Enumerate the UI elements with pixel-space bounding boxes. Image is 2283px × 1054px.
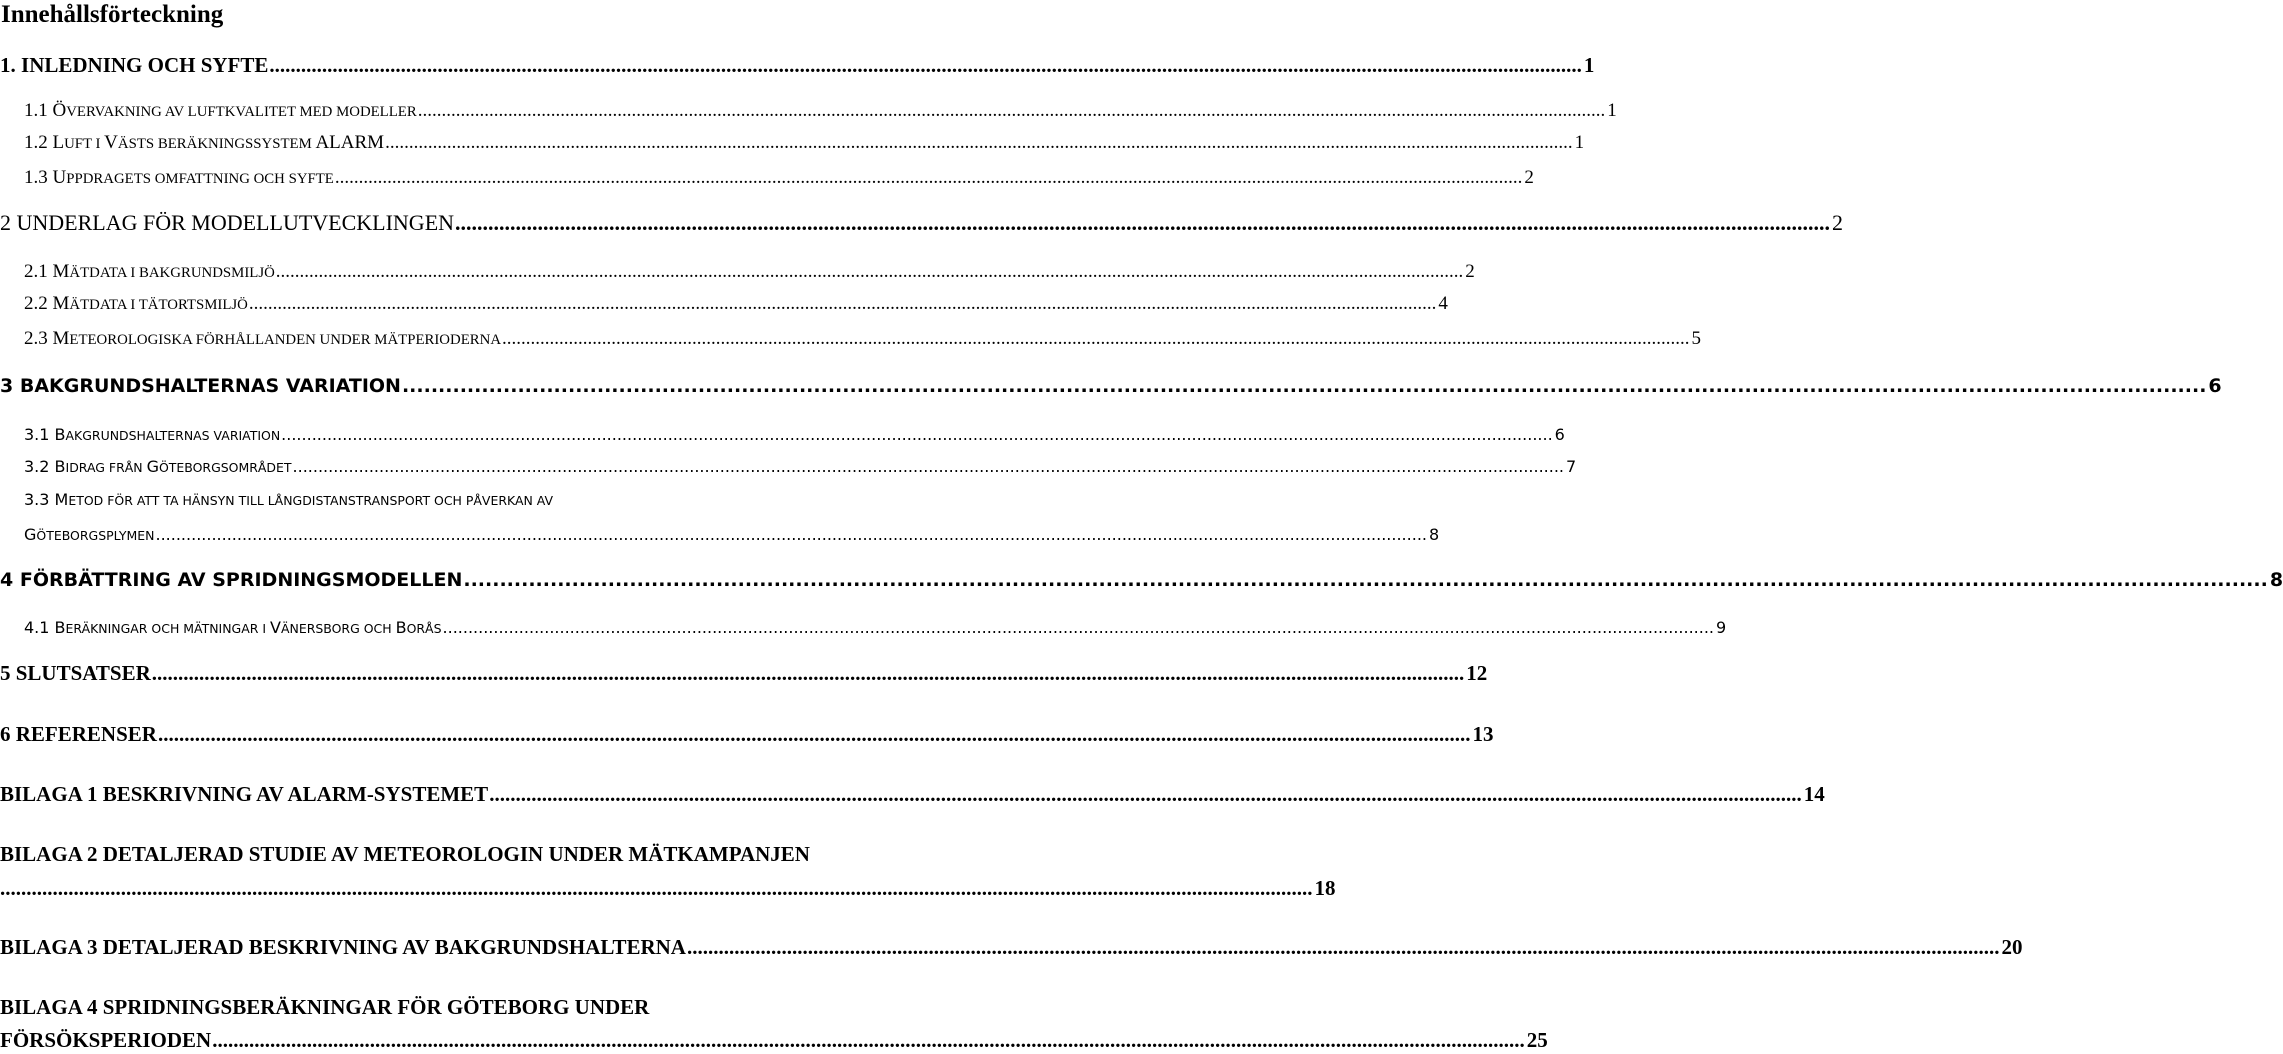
toc-entry-label: 4.1 BERÄKNINGAR OCH MÄTNINGAR I VÄNERSBORG OCH BORÅS [24,618,442,637]
toc-entry[interactable] [24,616,1727,641]
toc-entry-continuation[interactable] [0,1027,1548,1053]
toc-entry-label: BILAGA 1 BESKRIVNING AV ALARM-SYSTEMET [0,782,489,806]
toc-entry-label: 1.2 LUFT I VÄSTS BERÄKNINGSSYSTEM ALARM [24,132,385,153]
toc-entry[interactable] [0,660,1488,686]
toc-entry[interactable] [24,99,1617,124]
dot-leader: .......................................................................................................................................................................................................................................................... [212,1028,1525,1052]
toc-entry-label: 1.1 ÖVERVAKNING AV LUFTKVALITET MED MODELLER [24,100,417,121]
toc-page-number: 1 [1607,100,1617,121]
page-title: Innehållsförteckning [1,1,224,28]
toc-entry-label: 2.3 METEOROLOGISKA FÖRHÅLLANDEN UNDER MÄTPERIODERNA [24,328,502,349]
toc-entry-label: BILAGA 2 DETALJERAD STUDIE AV METEOROLOGIN UNDER MÄTKAMPANJEN [0,842,810,866]
toc-entry-label: 2.1 MÄTDATA I BAKGRUNDSMILJÖ [24,261,275,282]
toc-page-number: 8 [1428,525,1440,544]
toc-page-number: 5 [1691,328,1702,349]
toc-entry[interactable] [24,423,1565,448]
toc-entry[interactable] [0,781,1825,807]
toc-page-number: 2 [1465,261,1475,282]
dot-leader: .......................................................................................................................................................................................................................................................... [442,618,1714,637]
toc-entry[interactable] [0,567,2283,593]
toc-page-number: 8 [2269,569,2283,591]
dot-leader: .......................................................................................................................................................................................................................................................... [455,210,1831,235]
toc-page-number: 12 [1466,661,1488,685]
dot-leader: .......................................................................................................................................................................................................................................................... [417,100,1606,121]
toc-page-number: 2 [1832,210,1844,235]
dot-leader: .......................................................................................................................................................................................................................................................... [686,935,2000,959]
toc-entry-label: 3.1 BAKGRUNDSHALTERNAS VARIATION [24,425,281,444]
toc-page-number: 2 [1524,167,1534,188]
dot-leader: .......................................................................................................................................................................................................................................................... [502,328,1690,349]
toc-entry-continuation[interactable] [0,875,1336,901]
toc-entry-label: BILAGA 3 DETALJERAD BESKRIVNING AV BAKGRUNDSHALTERNA [0,935,686,959]
dot-leader: .......................................................................................................................................................................................................................................................... [157,722,1471,746]
toc-entry-label: BILAGA 4 SPRIDNINGSBERÄKNINGAR FÖR GÖTEBORG UNDER [0,995,650,1019]
toc-entry-label: 1.3 UPPDRAGETS OMFATTNING OCH SYFTE [24,167,334,188]
dot-leader: .......................................................................................................................................................................................................................................................... [248,293,1437,314]
toc-page-number: 1 [1583,53,1595,77]
toc-entry-label: FÖRSÖKSPERIODEN [0,1028,212,1052]
toc-entry[interactable] [24,131,1585,156]
toc-page-number: 25 [1526,1028,1548,1052]
dot-leader: .......................................................................................................................................................................................................................................................... [281,425,1553,444]
toc-entry-label: GÖTEBORGSPLYMEN [24,525,155,544]
toc-entry-label: 2 UNDERLAG FÖR MODELLUTVECKLINGEN [0,210,455,235]
dot-leader: .......................................................................................................................................................................................................................................................... [155,525,1427,544]
dot-leader: .......................................................................................................................................................................................................................................................... [334,167,1523,188]
toc-page-number: 7 [1566,457,1577,476]
toc-page-number: 20 [2001,935,2023,959]
toc-entry-label: 5 SLUTSATSER [0,661,151,685]
toc-page-number: 4 [1438,293,1448,314]
toc-page-number: 9 [1716,618,1727,637]
toc-entry[interactable] [24,260,1475,285]
toc-entry[interactable] [24,166,1534,191]
toc-page-number: 18 [1314,876,1336,900]
toc-entry-label: 3 BAKGRUNDSHALTERNAS VARIATION [0,375,401,397]
toc-entry[interactable] [24,455,1577,480]
toc-entry[interactable] [24,488,984,513]
toc-entry[interactable] [0,721,1494,747]
toc-entry[interactable] [0,52,1595,78]
toc-entry-label: 6 REFERENSER [0,722,157,746]
toc-entry[interactable] [24,292,1448,317]
toc-entry[interactable] [24,327,1702,352]
dot-leader: .......................................................................................................................................................................................................................................................... [463,569,2268,591]
toc-entry[interactable] [0,994,960,1020]
dot-leader: .......................................................................................................................................................................................................................................................... [151,661,1465,685]
toc-page-number: 6 [1554,425,1565,444]
dot-leader: .......................................................................................................................................................................................................................................................... [269,53,1582,77]
dot-leader: .......................................................................................................................................................................................................................................................... [385,132,1573,153]
toc-entry[interactable] [0,373,2222,399]
toc-entry[interactable] [0,841,960,867]
toc-entry-label: 3.3 METOD FÖR ATT TA HÄNSYN TILL LÅNGDISTANSTRANSPORT OCH PÅVERKAN AV [24,490,554,509]
dot-leader: .......................................................................................................................................................................................................................................................... [275,261,1464,282]
toc-page-number: 14 [1803,782,1825,806]
dot-leader: .......................................................................................................................................................................................................................................................... [0,876,1313,900]
toc-entry-continuation[interactable] [24,523,1440,548]
toc-page-number: 13 [1472,722,1494,746]
toc-entry-label: 2.2 MÄTDATA I TÄTORTSMILJÖ [24,293,248,314]
toc-entry[interactable] [0,210,1844,236]
toc-entry-label: 4 FÖRBÄTTRING AV SPRIDNINGSMODELLEN [0,569,463,591]
dot-leader: .......................................................................................................................................................................................................................................................... [489,782,1802,806]
toc-entry-label: 1. INLEDNING OCH SYFTE [0,53,269,77]
toc-entry[interactable] [0,934,2023,960]
toc-entry-label: 3.2 BIDRAG FRÅN GÖTEBORGSOMRÅDET [24,457,292,476]
toc-page-number: 6 [2208,375,2222,397]
dot-leader: .......................................................................................................................................................................................................................................................... [401,375,2207,397]
toc-page-number: 1 [1574,132,1585,153]
dot-leader: .......................................................................................................................................................................................................................................................... [292,457,1565,476]
